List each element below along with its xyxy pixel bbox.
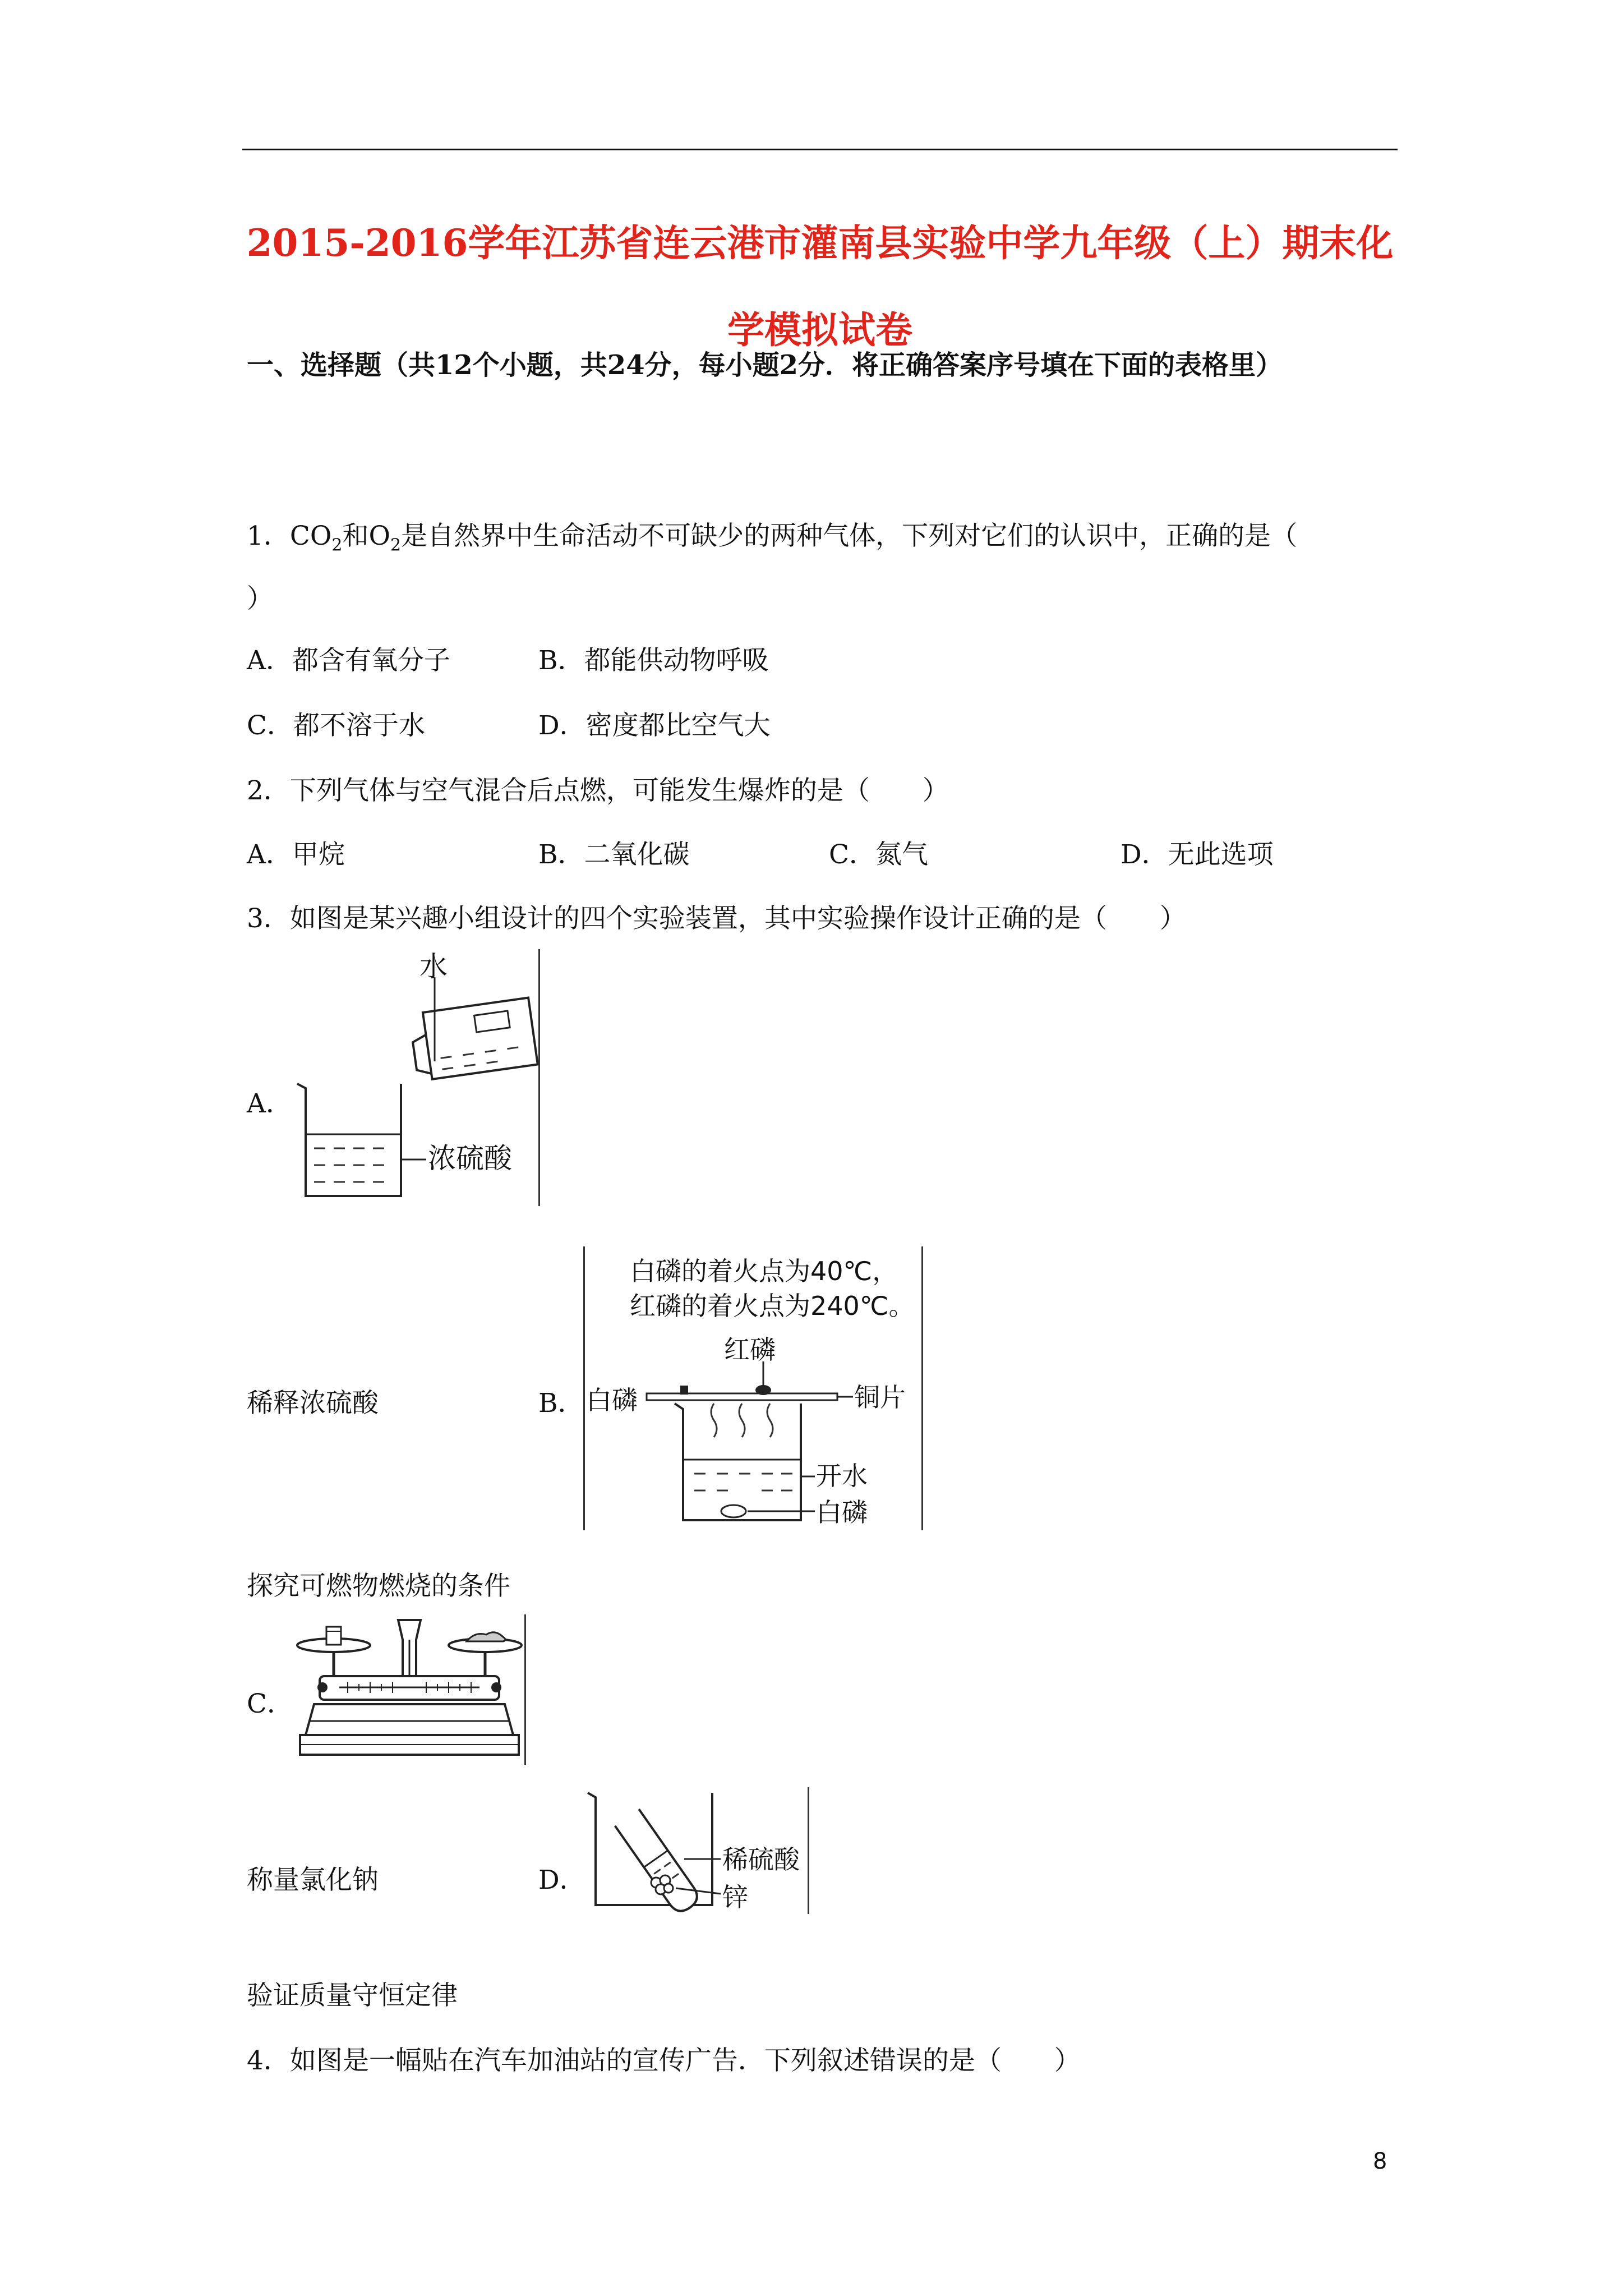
figure-balance-drawing: [292, 1614, 524, 1765]
q1-number: 1．: [247, 521, 290, 551]
figure-combustion: [583, 1246, 923, 1530]
q3-option-b-marker: B．: [538, 1388, 584, 1419]
question-2: 2．下列气体与空气混合后点燃，可能发生爆炸的是（ ）: [247, 775, 949, 806]
figure-dilute-acid: [292, 949, 540, 1206]
label-hot-water: 开水: [816, 1461, 868, 1491]
q3-option-d-marker: D．: [538, 1865, 586, 1895]
q3-c-caption: 称量氯化钠: [247, 1865, 379, 1895]
q1-option-d: D．密度都比空气大: [538, 710, 771, 741]
exam-title-line2: 学模拟试卷: [727, 308, 912, 352]
label-dilute-sulfuric-acid: 稀硫酸: [722, 1844, 800, 1875]
label-white-phosphorus-bottom: 白磷: [816, 1497, 868, 1527]
q1-o: O: [368, 521, 391, 551]
page-number: 8: [1373, 2148, 1387, 2174]
q3-option-a-marker: A．: [247, 1088, 292, 1119]
label-red-phosphorus: 红磷: [724, 1335, 776, 1365]
q1-co-sub: 2: [331, 535, 343, 555]
label-water: 水: [419, 950, 448, 983]
q1-option-a: A．都含有氧分子: [247, 645, 450, 676]
label-copper-sheet: 铜片: [854, 1382, 906, 1412]
q2-option-b: B．二氧化碳: [538, 839, 690, 870]
figure-mass-conservation-drawing: [583, 1787, 808, 1914]
q1-close-paren: ）: [247, 583, 273, 614]
label-white-phosphorus-top: 白磷: [586, 1385, 638, 1415]
q3-option-c-marker: C．: [247, 1688, 293, 1719]
question-1: [247, 515, 1297, 555]
q2-option-d: D．无此选项: [1121, 839, 1274, 870]
q1-option-c: C．都不溶于水: [247, 710, 425, 741]
q3-d-caption: 验证质量守恒定律: [247, 1980, 458, 2011]
q2-option-c: C．氮气: [829, 839, 928, 870]
q1-and: 和: [342, 521, 369, 551]
note-line2: 红磷的着火点为240℃。: [630, 1291, 915, 1321]
question-3: 3．如图是某兴趣小组设计的四个实验装置，其中实验操作设计正确的是（ ）: [247, 903, 1186, 934]
q1-co: CO: [289, 521, 332, 551]
label-concentrated-acid: 浓硫酸: [428, 1142, 512, 1175]
q1-text: 是自然界中生命活动不可缺少的两种气体，下列对它们的认识中，正确的是（: [401, 521, 1298, 551]
question-4: 4．如图是一幅贴在汽车加油站的宣传广告．下列叙述错误的是（ ）: [247, 2045, 1081, 2076]
q2-option-a: A．甲烷: [247, 839, 345, 870]
exam-title-line1: 2015-2016学年江苏省连云港市灌南县实验中学九年级（上）期末化: [246, 221, 1394, 265]
header-rule: [242, 149, 1398, 150]
figure-combustion-drawing: [585, 1246, 921, 1530]
figure-balance: [292, 1614, 526, 1765]
figure-dilute-acid-drawing: [292, 949, 538, 1206]
figure-mass-conservation: [583, 1787, 809, 1914]
section-heading: 一、选择题（共12个小题，共24分，每小题2分．将正确答案序号填在下面的表格里）: [247, 349, 1283, 381]
q3-b-caption: 探究可燃物燃烧的条件: [247, 1571, 510, 1602]
label-zinc: 锌: [722, 1882, 748, 1912]
q3-a-caption: 稀释浓硫酸: [247, 1388, 379, 1419]
note-line1: 白磷的着火点为40℃，: [630, 1256, 898, 1286]
q1-o-sub: 2: [390, 535, 402, 555]
q1-option-b: B．都能供动物呼吸: [538, 645, 769, 676]
